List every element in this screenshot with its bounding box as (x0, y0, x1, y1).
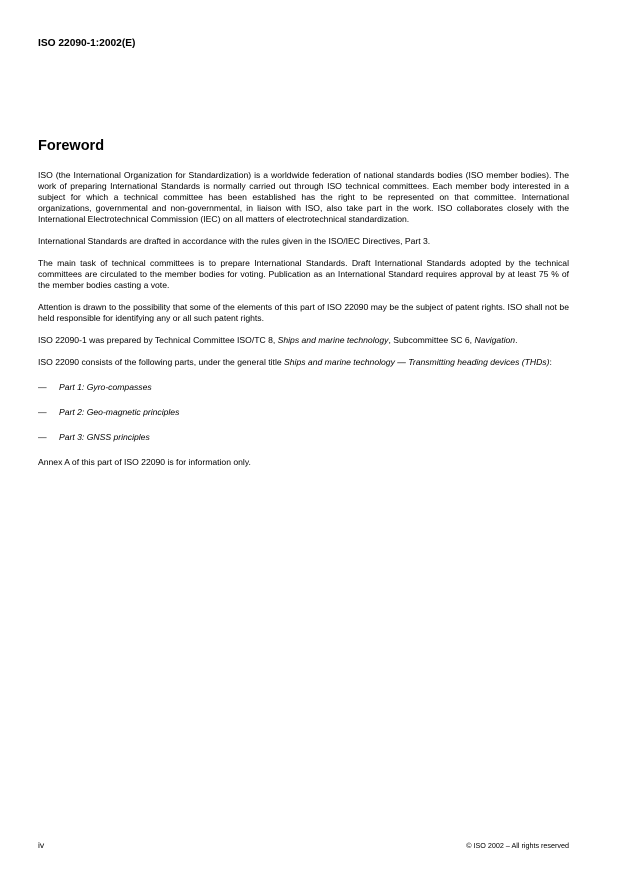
list-item (38, 432, 569, 443)
prepared-by-text-e: . (515, 335, 518, 345)
part-title: Part 3: GNSS principles (59, 432, 150, 442)
general-title: Ships and marine technology — Transmitting heading devices (THDs) (284, 357, 550, 367)
page-number: iv (38, 840, 45, 850)
foreword-body (38, 170, 569, 479)
dash-bullet: — (38, 432, 47, 442)
paragraph-main-task: The main task of technical committees is to prepare International Standards. Draft International Standards adopted by the technical committees are circulated to the member bodies for voting. Publication as an International Standard requires approval by at least 75 % of the member bodies casting a vote. (38, 258, 569, 290)
paragraph-directives: International Standards are drafted in accordance with the rules given in the ISO/IEC Directives, Part 3. (38, 236, 431, 246)
dash-bullet: — (38, 382, 47, 392)
prepared-by-text-c: , Subcommittee SC 6, (388, 335, 475, 345)
paragraph-iso-intro: ISO (the International Organization for Standardization) is a worldwide federation of national standards bodies (ISO member bodies). The work of preparing International Standards is normally carried out through ISO technical committees. Each member body interested in a subject for which a technical committee has been established has the right to be represented on that committee. International organizations, governmental and non-governmental, in liaison with ISO, also take part in the work. ISO collaborates closely with the International Electrotechnical Commission (IEC) on all matters of electrotechnical standardization. (38, 170, 569, 224)
subcommittee-title: Navigation (474, 335, 516, 345)
consists-text-c: : (549, 357, 552, 367)
copyright-notice: © ISO 2002 – All rights reserved (466, 841, 569, 850)
part-title: Part 1: Gyro-compasses (59, 382, 152, 392)
list-item (38, 382, 569, 393)
paragraph-prepared-by (38, 335, 569, 346)
dash-bullet: — (38, 407, 47, 417)
part-title: Part 2: Geo-magnetic principles (59, 407, 180, 417)
paragraph-annex: Annex A of this part of ISO 22090 is for information only. (38, 457, 251, 467)
page-title: Foreword (38, 138, 105, 154)
committee-title: Ships and marine technology (277, 335, 389, 345)
consists-text-a: ISO 22090 consists of the following parts, under the general title (38, 357, 285, 367)
list-item (38, 407, 569, 418)
paragraph-consists-of (38, 357, 569, 368)
prepared-by-text-a: ISO 22090-1 was prepared by Technical Committee ISO/TC 8, (38, 335, 278, 345)
paragraph-patent: Attention is drawn to the possibility that some of the elements of this part of ISO 22090 may be the subject of patent rights. ISO shall not be held responsible for identifying any or all such patent rights. (38, 302, 569, 323)
document-id: ISO 22090-1:2002(E) (38, 38, 136, 49)
